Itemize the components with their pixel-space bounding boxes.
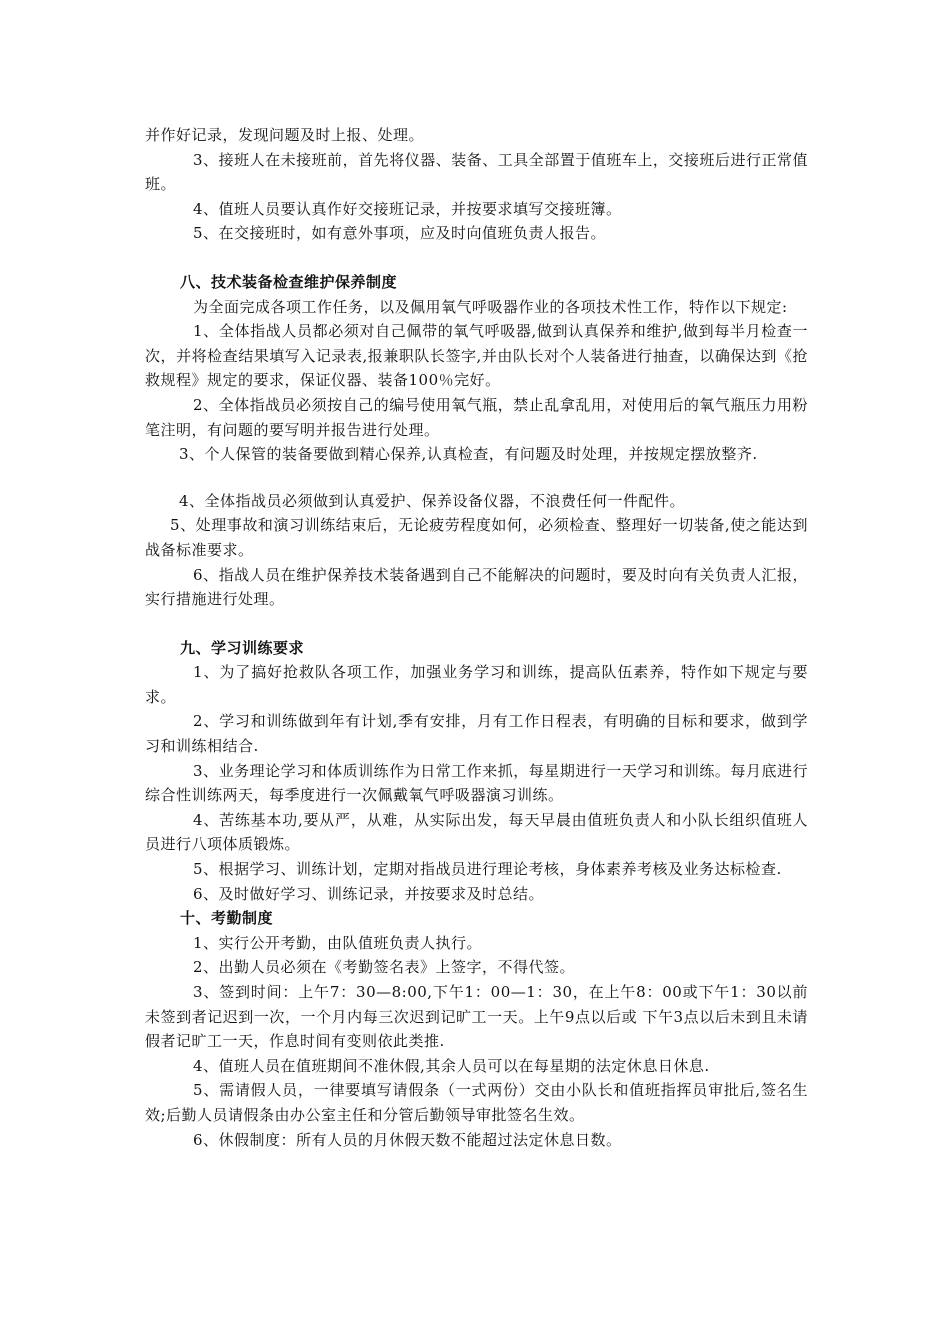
spacer bbox=[145, 612, 808, 636]
paragraph: 3、签到时间：上午7：30—8:00,下午1：00—1：30，在上午8：00或下午1：30以前未签到者记迟到一次，一个月内每三次迟到记旷工一天。上午9点以后或 下午3点以后未到且未请假者记旷工一天，作息时间有变则依此类推. bbox=[145, 983, 808, 1051]
paragraph: 4、值班人员要认真作好交接班记录，并按要求填写交接班簿。 bbox=[193, 199, 622, 218]
paragraph: 6、及时做好学习、训练记录，并按要求及时总结。 bbox=[193, 884, 545, 903]
paragraph: 3、接班人在未接班前，首先将仪器、装备、工具全部置于值班车上，交接班后进行正常值班。 bbox=[145, 150, 808, 194]
paragraph: 4、苦练基本功,要从严，从难，从实际出发，每天早晨由值班负责人和小队长组织值班人员进行八项体质锻炼。 bbox=[145, 810, 808, 854]
paragraph: 3、业务理论学习和体质训练作为日常工作来抓，每星期进行一天学习和训练。每月底进行综合性训练两天，每季度进行一次佩戴氧气呼吸器演习训练。 bbox=[145, 761, 808, 805]
paragraph: 并作好记录，发现问题及时上报、处理。 bbox=[145, 126, 425, 144]
paragraph: 4、值班人员在值班期间不准休假,其余人员可以在每星期的法定休息日休息. bbox=[193, 1056, 710, 1075]
paragraph: 1、为了搞好抢救队各项工作，加强业务学习和训练，提高队伍素养，特作如下规定与要求。 bbox=[145, 663, 808, 706]
spacer bbox=[145, 467, 808, 489]
paragraph: 5、处理事故和演习训练结束后，无论疲劳程度如何，必须检查、整理好一切装备,使之能达到战备标准要求。 bbox=[145, 516, 808, 559]
paragraph: 4、全体指战员必须做到认真爱护、保养设备仪器，不浪费任何一件配件。 bbox=[179, 491, 686, 510]
paragraph: 2、出勤人员必须在《考勤签名表》上签字，不得代签。 bbox=[193, 958, 576, 977]
paragraph: 1、实行公开考勤，由队值班负责人执行。 bbox=[193, 933, 483, 952]
paragraph: 2、全体指战员必须按自己的编号使用氧气瓶，禁止乱拿乱用，对使用后的氧气瓶压力用粉笔注明，有问题的要写明并报告进行处理。 bbox=[145, 395, 808, 439]
paragraph: 为全面完成各项工作任务，以及佩用氧气呼吸器作业的各项技术性工作，特作以下规定: bbox=[193, 297, 788, 316]
section-heading-8: 八、技术装备检查维护保养制度 bbox=[180, 272, 398, 291]
paragraph: 1、全体指战人员都必须对自己佩带的氧气呼吸器,做到认真保养和维护,做到每半月检查一次，并将检查结果填写入记录表,报兼职队长签字,并由队长对个人装备进行抽查，以确保达到《抢救规程》规定的要求，保证仪器、装备100％完好。 bbox=[145, 322, 808, 390]
paragraph: 5、根据学习、训练计划，定期对指战员进行理论考核，身体素养考核及业务达标检查. bbox=[193, 860, 782, 879]
paragraph: 3、个人保管的装备要做到精心保养,认真检查，有问题及时处理，并按规定摆放整齐. bbox=[179, 445, 758, 464]
paragraph: 2、学习和训练做到年有计划,季有安排，月有工作日程表，有明确的目标和要求，做到学习和训练相结合. bbox=[145, 712, 808, 756]
paragraph: 5、需请假人员，一律要填写请假条（一式两份）交由小队长和值班指挥员审批后,签名生效;后勤人员请假条由办公室主任和分管后勤领导审批签名生效。 bbox=[145, 1081, 808, 1124]
section-heading-10: 十、考勤制度 bbox=[180, 909, 274, 928]
paragraph: 6、指战人员在维护保养技术装备遇到自己不能解决的问题时，要及时向有关负责人汇报，实行措施进行处理。 bbox=[145, 565, 808, 609]
paragraph: 6、休假制度：所有人员的月休假天数不能超过法定休息日数。 bbox=[193, 1130, 622, 1149]
spacer bbox=[145, 246, 808, 270]
paragraph: 5、在交接班时，如有意外事项，应及时向值班负责人报告。 bbox=[193, 224, 607, 243]
section-heading-9: 九、学习训练要求 bbox=[180, 638, 305, 657]
